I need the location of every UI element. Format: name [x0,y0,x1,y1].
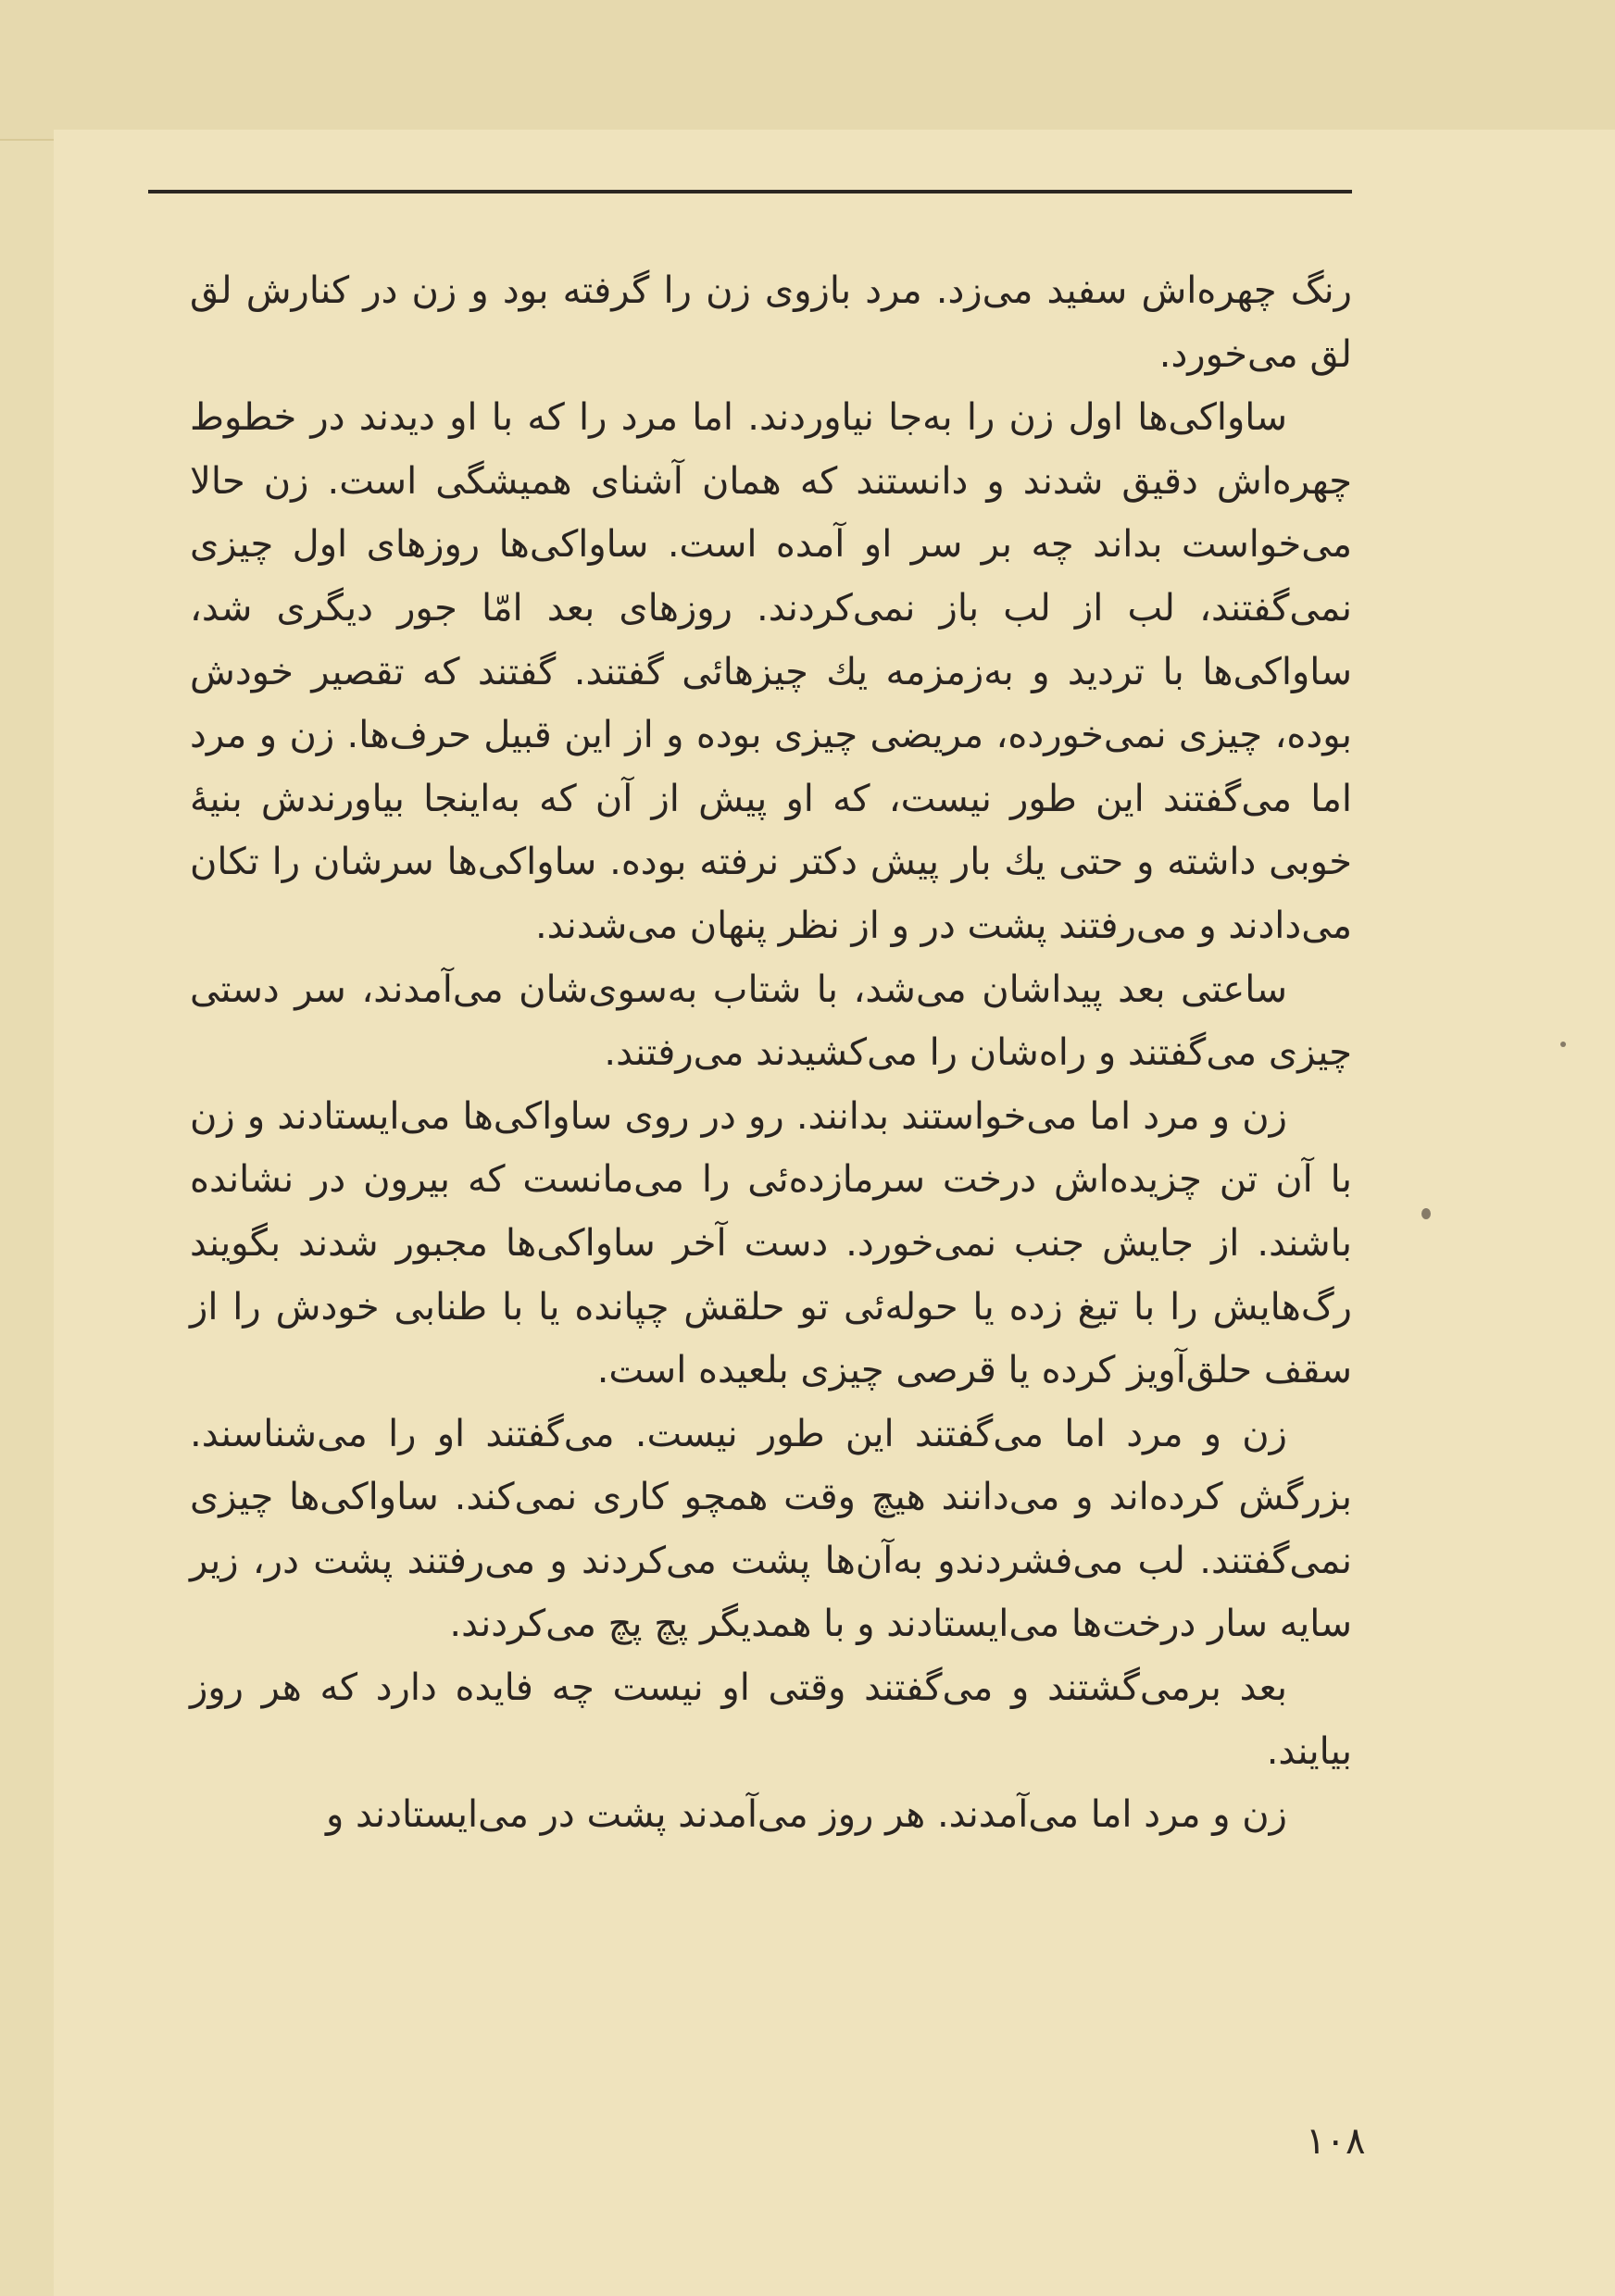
paragraph-4: زن و مرد اما می‌خواستند بدانند. رو در روی ساواکی‌ها می‌ایستادند و زن با آن تن چزیده‌اش درخت سرمازده‌ئی را می‌مانست که بیرون در نشانده باشند. از جایش جنب نمی‌خورد. دست آخر ساواکی‌ها مجبور شدند بگویند رگ‌هایش را با تیغ زده یا حوله‌ئی تو حلقش چپانده یا با طنابی خودش را از سقف حلق‌آویز کرده یا قرصی چیزی بلعیده است. [190,1094,1352,1392]
page-fold-edge [0,0,1615,141]
paragraph-7: زن و مرد اما می‌آمدند. هر روز می‌آمدند پشت در می‌ایستادند و [325,1793,1287,1837]
paragraph-6: بعد برمی‌گشتند و می‌گفتند وقتی او نیست چه فایده دارد که هر روز بیایند. [190,1666,1352,1773]
paragraph-3: ساعتی بعد پیداشان می‌شد، با شتاب به‌سوی‌شان می‌آمدند، سر دستی چیزی می‌گفتند و راه‌شان را می‌کشیدند می‌رفتند. [190,967,1352,1075]
paragraph-2: ساواکی‌ها اول زن را به‌جا نیاوردند. اما مرد را که با او دیدند در خطوط چهره‌اش دقیق شدند و دانستند که همان آشنای همیشگی است. زن حالا می‌خواست بداند چه بر سر او آمده است. ساواکی‌ها روزهای اول چیزی نمی‌گفتند، لب از لب باز نمی‌کردند. روزهای بعد امّا جور دیگری شد، ساواکی‌ها با تردید و به‌زمزمه یك چیزهائی گفتند. گفتند که تقصیر خودش بوده، چیزی نمی‌خورده، مریضی چیزی بوده و از این قبیل حرف‌ها. زن و مرد اما می‌گفتند این طور نیست، که او پیش از آن که به‌اینجا بیاورندش بنیهٔ خوبی داشته و حتی یك بار پیش دکتر نرفته بوده. ساواکی‌ها سرشان را تکان می‌دادند و می‌رفتند پشت در و از نظر پنهان می‌شدند. [190,396,1352,947]
page-number: ۱۰۸ [1306,2120,1366,2163]
paper-speck [1560,1042,1566,1047]
paper-speck [1421,1208,1431,1219]
header-rule [148,190,1352,193]
paragraph-5: زن و مرد اما می‌گفتند این طور نیست. می‌گفتند او را می‌شناسند. بزرگش کرده‌اند و می‌دانند هیچ وقت همچو کاری نمی‌کند. ساواکی‌ها چیزی نمی‌گفتند. لب می‌فشردندو به‌آن‌ها پشت می‌کردند و می‌رفتند پشت در، زیر سایه سار درخت‌ها می‌ایستادند و با همدیگر پچ پچ می‌کردند. [190,1412,1352,1646]
body-text [190,259,1352,1847]
paragraph-1: رنگ چهره‌اش سفید می‌زد. مرد بازوی زن را گرفته بود و زن در کنارش لق لق می‌خورد. [190,269,1352,376]
